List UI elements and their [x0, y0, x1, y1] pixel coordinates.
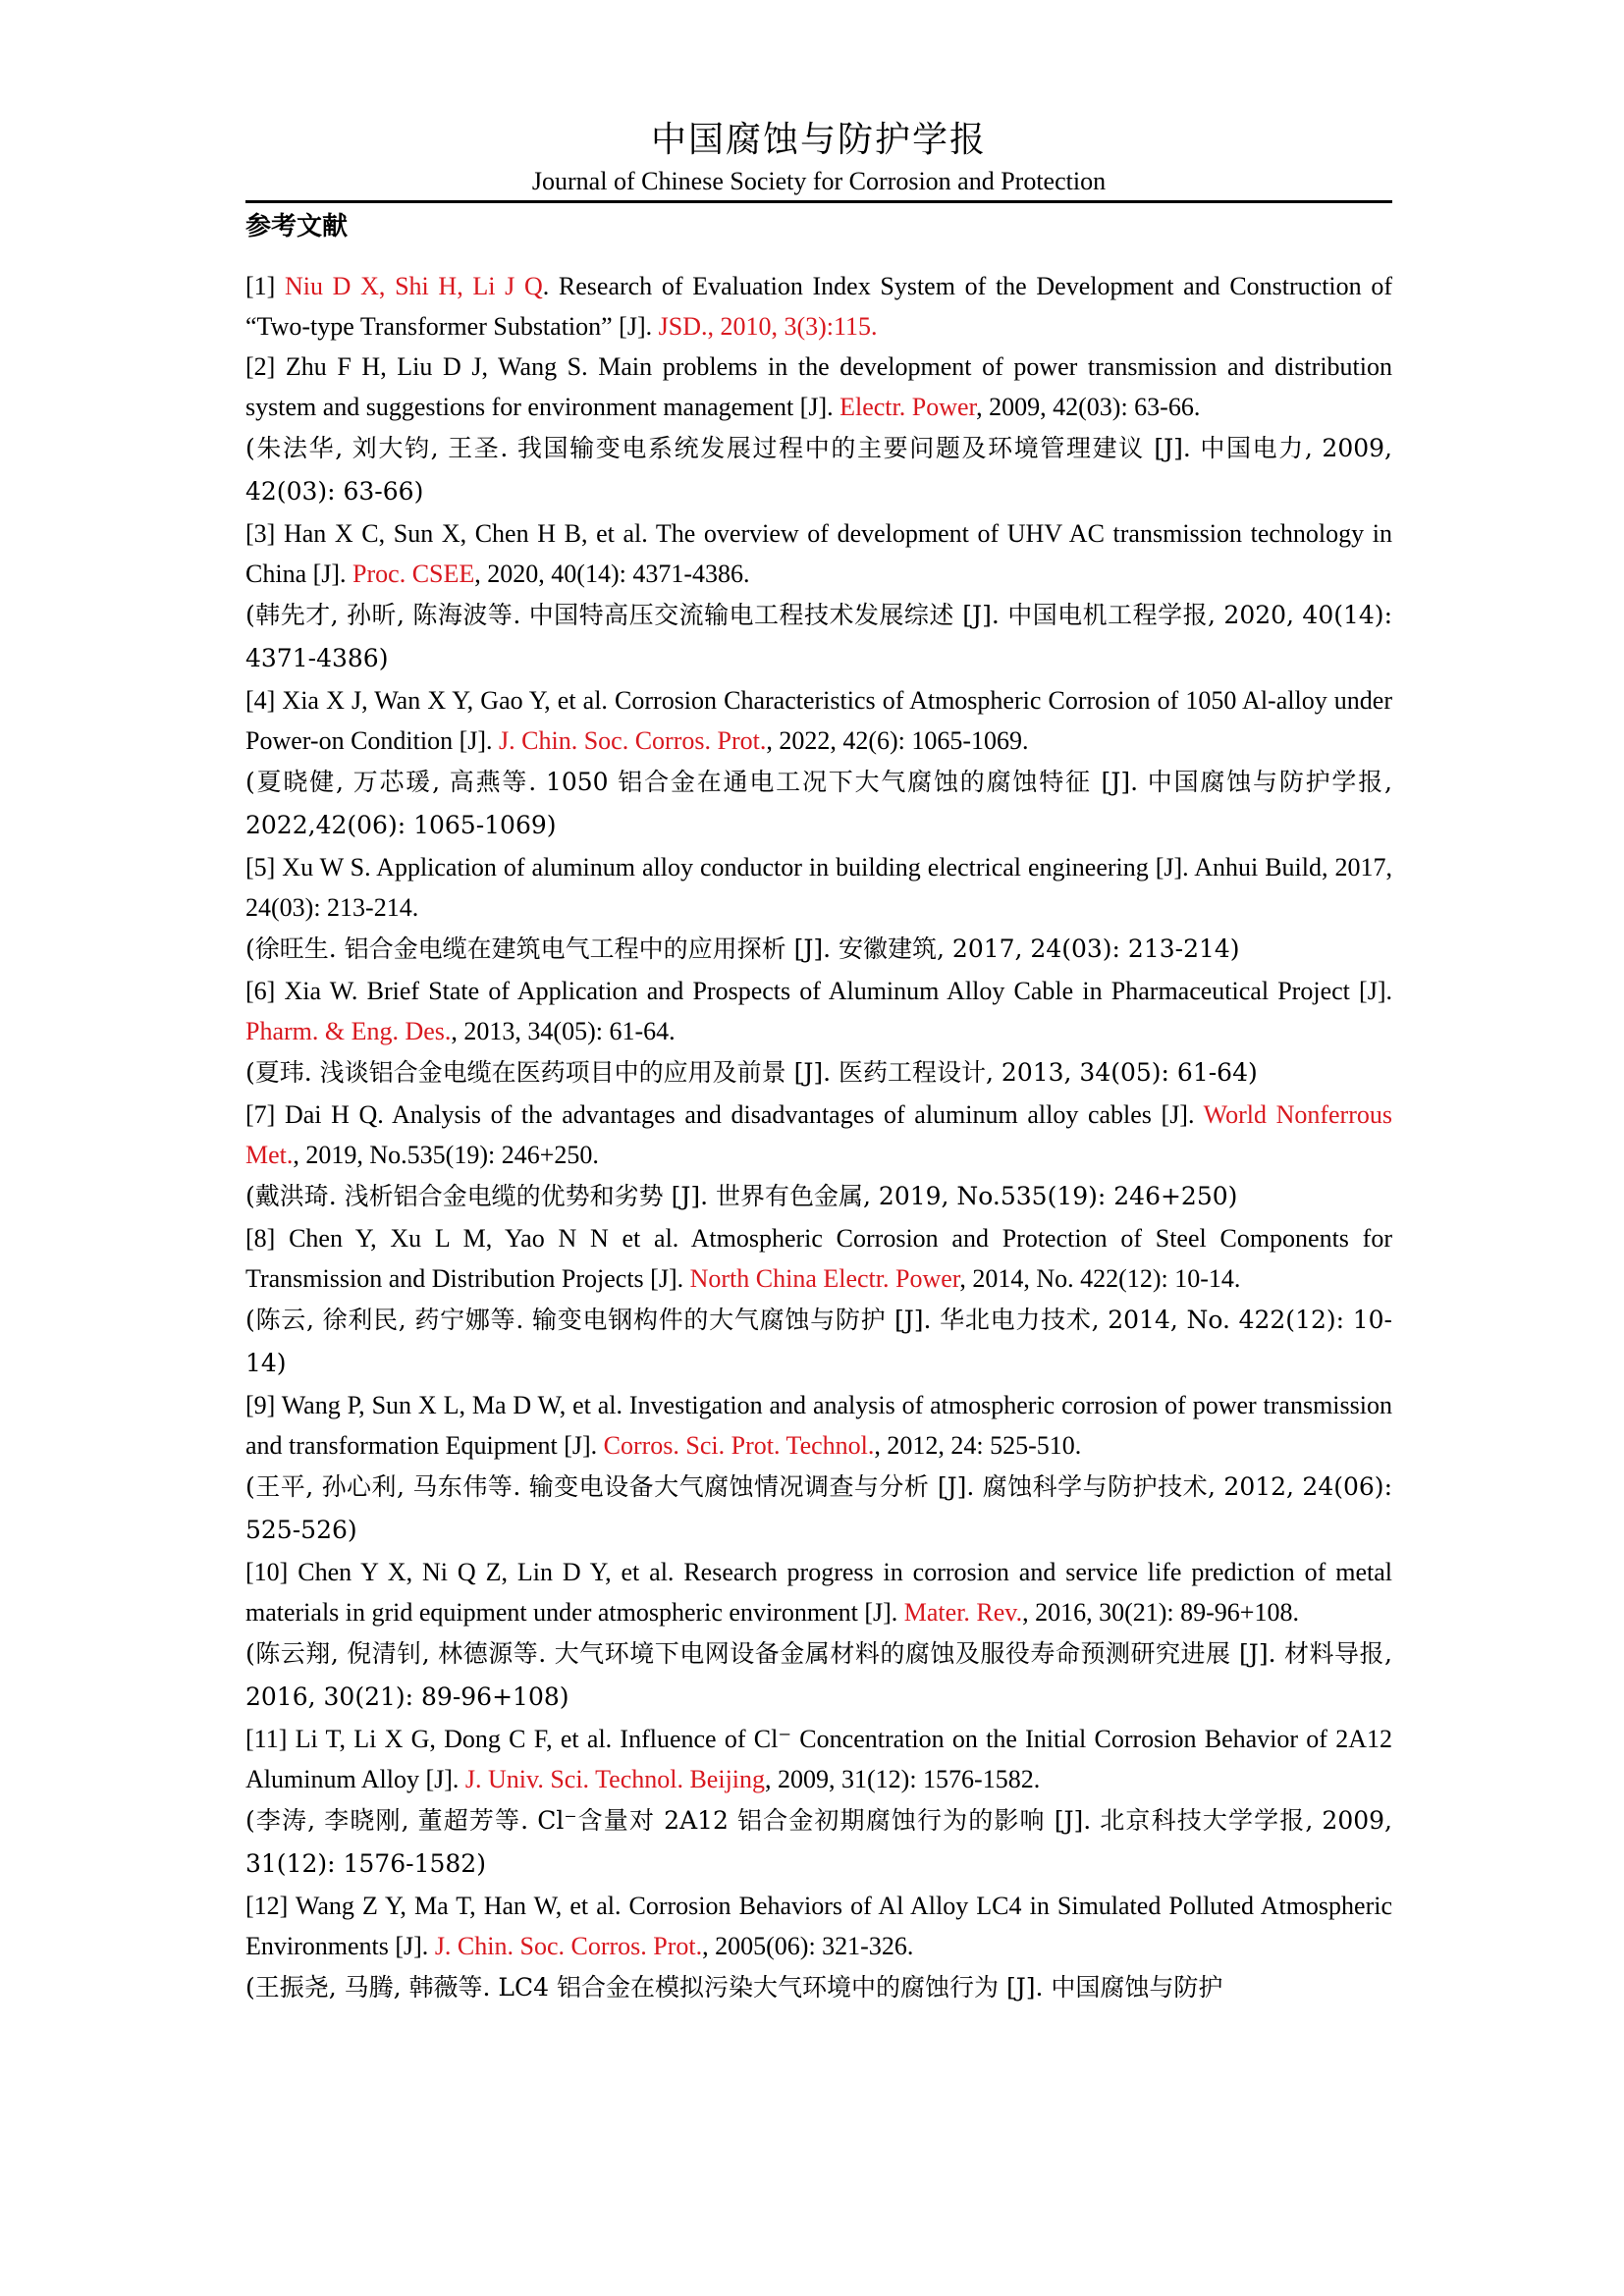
reference-entry-en [245, 1886, 1392, 1966]
reference-text: [8] Chen Y, Xu L M, Yao N N et al. Atmospheric Corrosion and Protection of Steel Components for Transmission and Distribution Projects [J]. [245, 1224, 1392, 1293]
journal-title-cn: 中国腐蚀与防护学报 [650, 120, 987, 160]
reference-text: , 2020, 40(14): 4371-4386. [474, 560, 750, 588]
reference-entry-en [245, 347, 1392, 427]
reference-text: [3] Han X C, Sun X, Chen H B, et al. The overview of development of UHV AC transmission technology in China [J]. [245, 519, 1392, 588]
reference-entry-en [245, 1095, 1392, 1175]
reference-text: [7] Dai H Q. Analysis of the advantages and disadvantages of aluminum alloy cables [J]. [245, 1100, 1204, 1129]
reference-entry-en [245, 1552, 1392, 1632]
reference-text: [11] Li T, Li X G, Dong C F, et al. Influence of Cl⁻ Concentration on the Initial Corrosion Behavior of 2A12 Aluminum Alloy [J]. [245, 1725, 1392, 1793]
reference-text: [5] Xu W S. Application of aluminum alloy conductor in building electrical engineering [J]. Anhui Build, 2017, 24(03): 213-214. [245, 853, 1392, 922]
reference-text: , 2009, 31(12): 1576-1582. [765, 1765, 1041, 1793]
reference-entry-cn: (夏晓健, 万芯瑗, 高燕等. 1050 铝合金在通电工况下大气腐蚀的腐蚀特征 [J]. 中国腐蚀与防护学报, 2022,42(06): 1065-1069) [245, 768, 1392, 839]
reference-highlight: Pharm. & Eng. Des. [245, 1017, 452, 1045]
reference-entry-cn: (戴洪琦. 浅析铝合金电缆的优势和劣势 [J]. 世界有色金属, 2019, No.535(19): 246+250) [245, 1182, 1238, 1210]
reference-entry-en [245, 847, 1392, 928]
reference-text: , 2016, 30(21): 89-96+108. [1022, 1598, 1299, 1627]
reference-text: [12] Wang Z Y, Ma T, Han W, et al. Corrosion Behaviors of Al Alloy LC4 in Simulated Polluted Atmospheric Environments [J]. [245, 1892, 1392, 1960]
reference-text: [4] Xia X J, Wan X Y, Gao Y, et al. Corrosion Characteristics of Atmospheric Corrosion of 1050 Al-alloy under Power-on Condition [J]. [245, 686, 1392, 755]
reference-highlight: Corros. Sci. Prot. Technol. [603, 1431, 875, 1460]
reference-entry-cn: (韩先才, 孙昕, 陈海波等. 中国特高压交流输电工程技术发展综述 [J]. 中国电机工程学报, 2020, 40(14): 4371-4386) [245, 601, 1392, 672]
reference-highlight: Mater. Rev. [903, 1598, 1023, 1627]
reference-entry-cn: (李涛, 李晓刚, 董超芳等. Cl⁻含量对 2A12 铝合金初期腐蚀行为的影响 [J]. 北京科技大学学报, 2009, 31(12): 1576-1582) [245, 1806, 1392, 1878]
reference-highlight: J. Univ. Sci. Technol. Beijing [464, 1765, 766, 1793]
reference-text: , 2012, 24: 525-510. [874, 1431, 1082, 1460]
reference-entry-en [245, 680, 1392, 761]
reference-highlight: Electr. Power [839, 393, 977, 421]
reference-entry-en [245, 1719, 1392, 1799]
reference-highlight: North China Electr. Power [689, 1264, 960, 1293]
reference-text: , 2022, 42(6): 1065-1069. [766, 726, 1029, 755]
reference-entry-en [245, 513, 1392, 594]
reference-entry-cn: (王平, 孙心利, 马东伟等. 输变电设备大气腐蚀情况调查与分析 [J]. 腐蚀科学与防护技术, 2012, 24(06): 525-526) [245, 1472, 1392, 1544]
reference-entry-cn: (徐旺生. 铝合金电缆在建筑电气工程中的应用探析 [J]. 安徽建筑, 2017, 24(03): 213-214) [245, 934, 1240, 963]
journal-title-en: Journal of Chinese Society for Corrosion and Protection [245, 165, 1392, 203]
reference-text: [10] Chen Y X, Ni Q Z, Lin D Y, et al. Research progress in corrosion and service life prediction of metal materials in grid equipment under atmospheric environment [J]. [245, 1558, 1392, 1627]
reference-entry-cn: (陈云, 徐利民, 药宁娜等. 输变电钢构件的大气腐蚀与防护 [J]. 华北电力技术, 2014, No. 422(12): 10-14) [245, 1306, 1392, 1377]
reference-entry-en [245, 1218, 1392, 1299]
reference-text: , 2014, No. 422(12): 10-14. [959, 1264, 1241, 1293]
reference-text: . Research of Evaluation Index System of the Development and Construction of “Two-type Transformer Substation” [J]. [245, 272, 1392, 341]
reference-text: , 2013, 34(05): 61-64. [451, 1017, 676, 1045]
reference-entry-cn: (王振尧, 马腾, 韩薇等. LC4 铝合金在模拟污染大气环境中的腐蚀行为 [J]. 中国腐蚀与防护 [245, 1973, 1223, 2002]
reference-entry-cn: (陈云翔, 倪清钊, 林德源等. 大气环境下电网设备金属材料的腐蚀及服役寿命预测研究进展 [J]. 材料导报, 2016, 30(21): 89-96+108) [245, 1639, 1392, 1711]
reference-entry-en [245, 266, 1392, 347]
reference-entry-cn: (朱法华, 刘大钧, 王圣. 我国输变电系统发展过程中的主要问题及环境管理建议 [J]. 中国电力, 2009, 42(03): 63-66) [245, 434, 1392, 506]
reference-text: , 2019, No.535(19): 246+250. [293, 1141, 599, 1169]
reference-text: [1] [245, 272, 285, 300]
reference-highlight: Proc. CSEE [352, 560, 475, 588]
reference-highlight: J. Chin. Soc. Corros. Prot. [434, 1932, 703, 1960]
reference-entry-cn: (夏玮. 浅谈铝合金电缆在医药项目中的应用及前景 [J]. 医药工程设计, 2013, 34(05): 61-64) [245, 1058, 1258, 1087]
section-title: 参考文献 [245, 212, 349, 241]
reference-text: , 2005(06): 321-326. [702, 1932, 914, 1960]
reference-text: [9] Wang P, Sun X L, Ma D W, et al. Investigation and analysis of atmospheric corrosion of power transmission and transformation Equipment [J]. [245, 1391, 1392, 1460]
reference-highlight: World Nonferrous Met. [245, 1100, 1392, 1169]
reference-entry-en [245, 1385, 1392, 1466]
reference-entry-en [245, 971, 1392, 1051]
reference-highlight: J. Chin. Soc. Corros. Prot. [499, 726, 767, 755]
reference-highlight: Niu D X, Shi H, Li J Q [285, 272, 543, 300]
reference-highlight: JSD., 2010, 3(3):115. [658, 312, 878, 341]
reference-text: [2] Zhu F H, Liu D J, Wang S. Main problems in the development of power transmission and distribution system and suggestions for environment management [J]. [245, 352, 1392, 421]
reference-list [245, 266, 1392, 2009]
document-page [245, 116, 1392, 2009]
reference-text: , 2009, 42(03): 63-66. [976, 393, 1201, 421]
reference-text: [6] Xia W. Brief State of Application and Prospects of Aluminum Alloy Cable in Pharmaceutical Project [J]. [245, 977, 1392, 1005]
